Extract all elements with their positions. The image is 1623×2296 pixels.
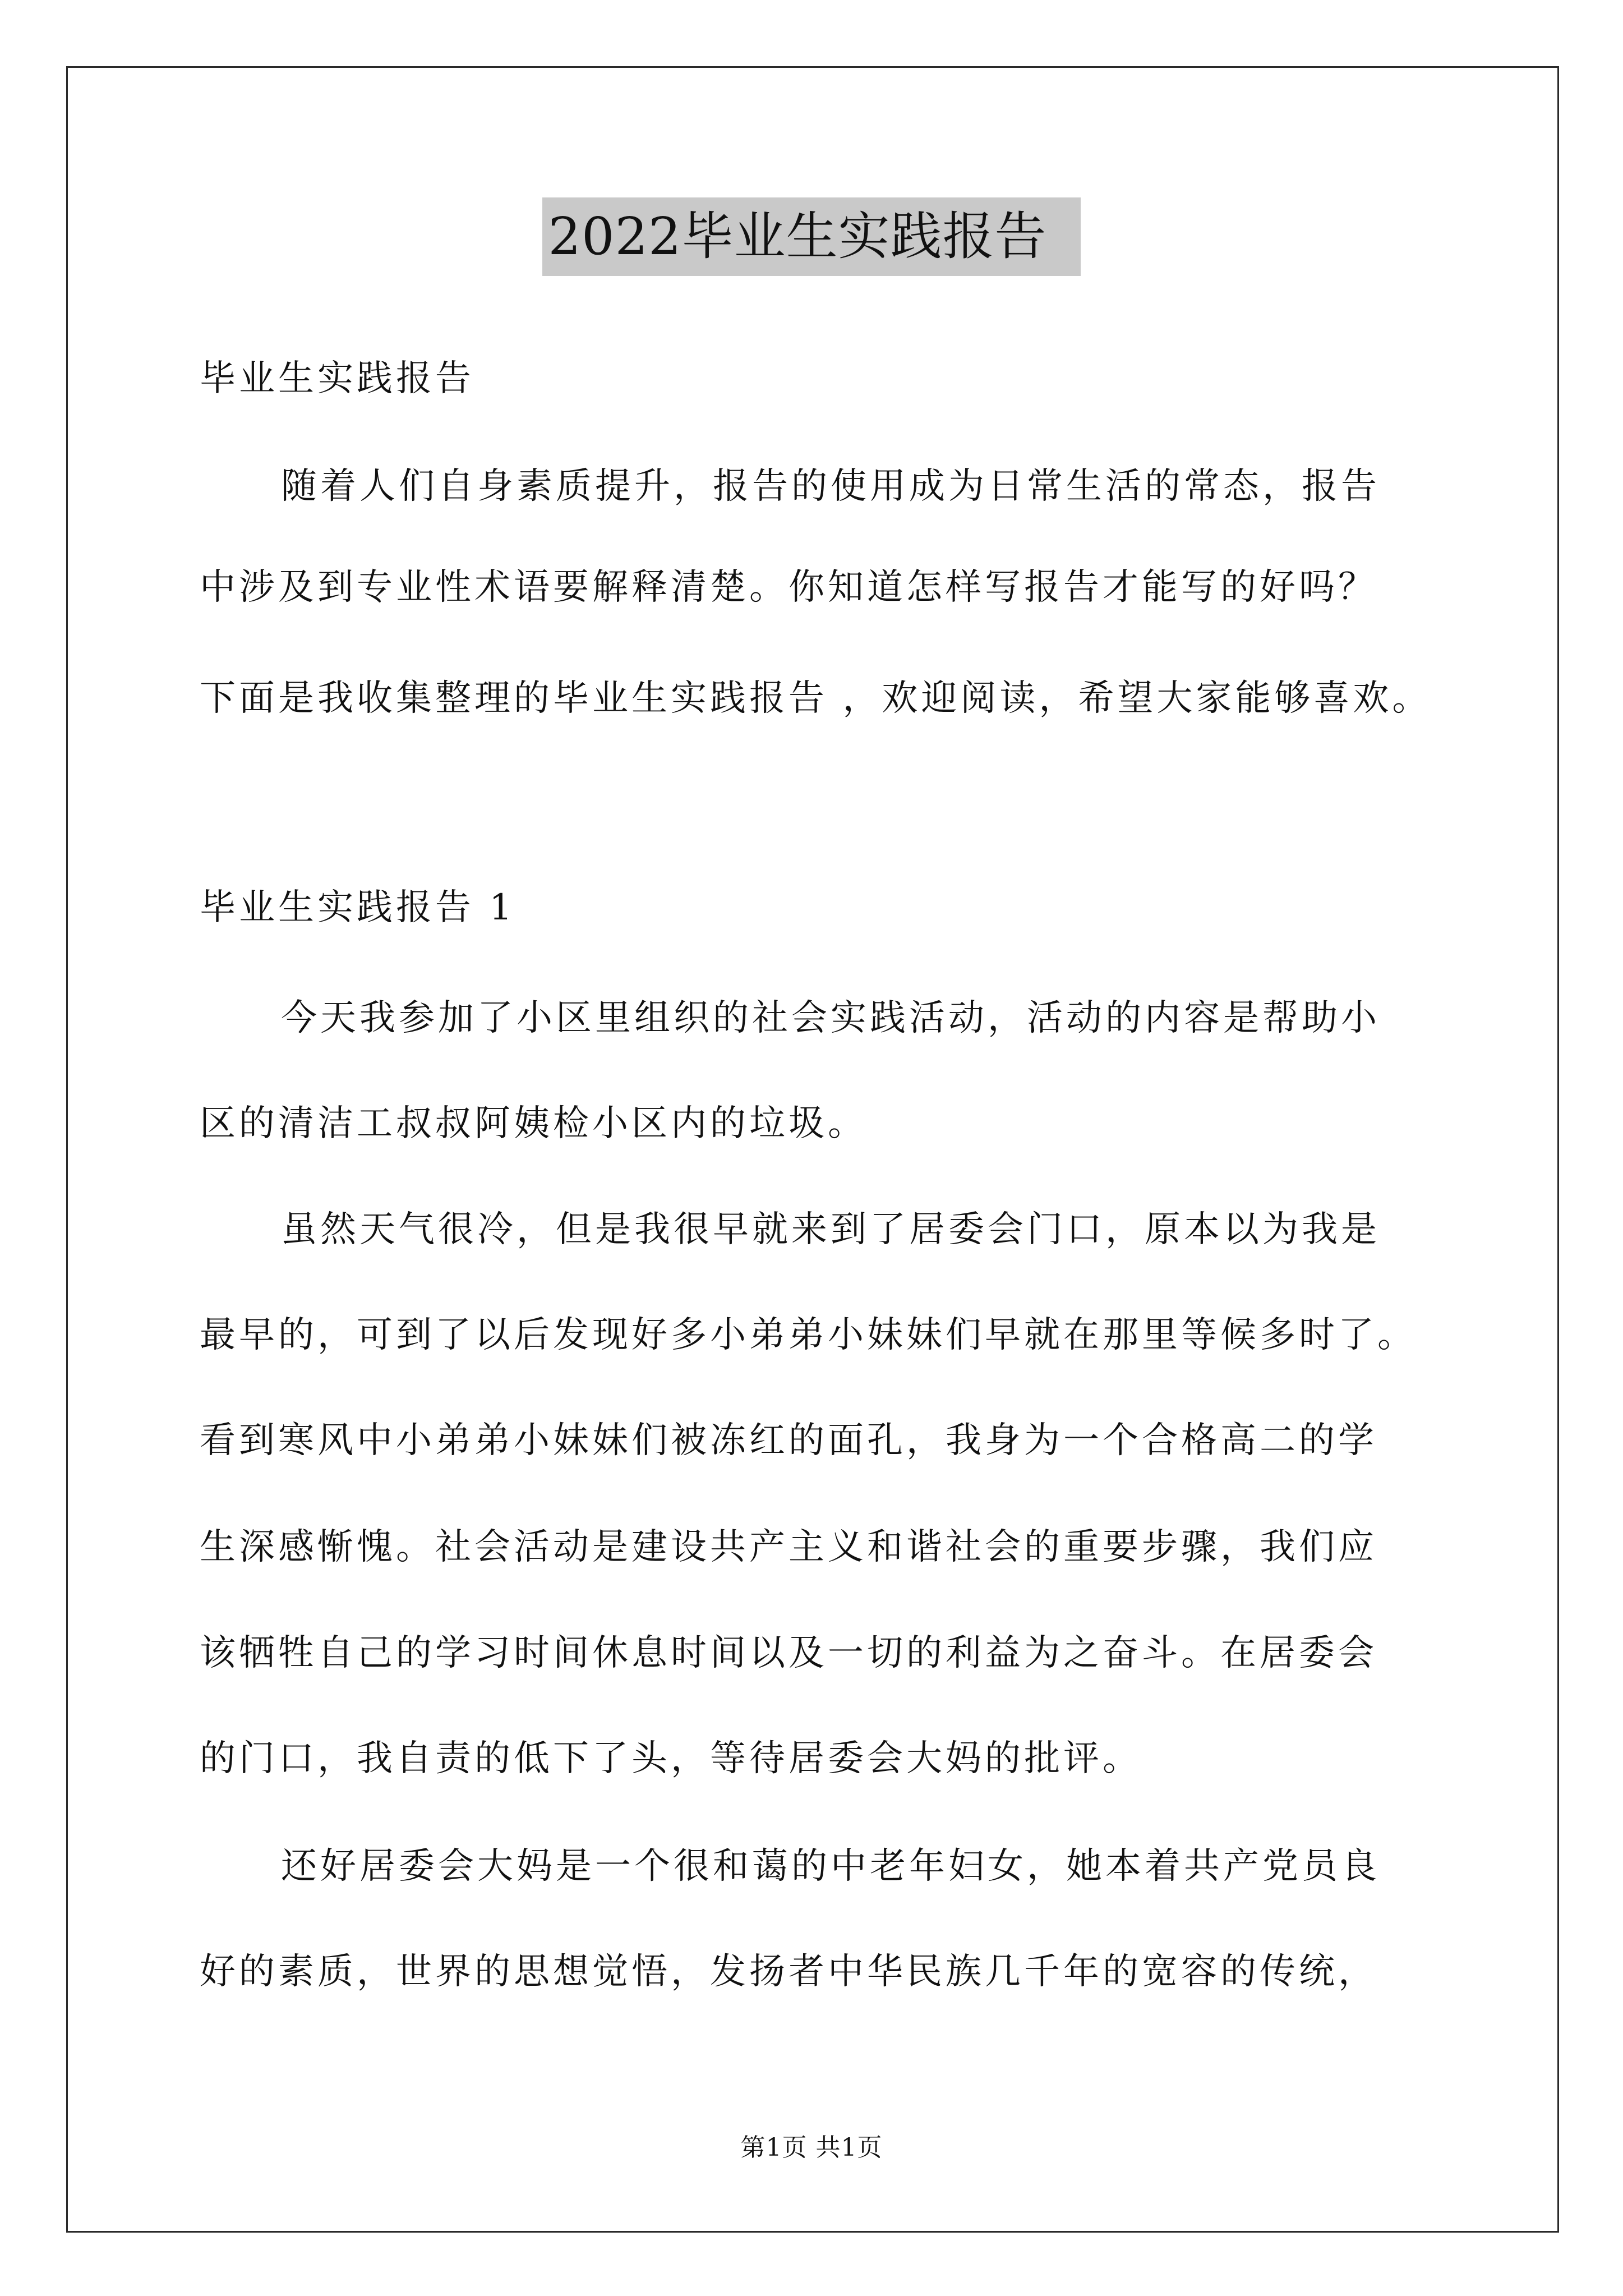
paragraph-line: 该牺牲自己的学习时间休息时间以及一切的利益为之奋斗。在居委会 bbox=[200, 1632, 1377, 1674]
paragraph-line: 还好居委会大妈是一个很和蔼的中老年妇女，她本着共产党员良 bbox=[281, 1846, 1380, 1887]
page-number-footer: 第1页 共1页 bbox=[740, 2133, 883, 2162]
document-title: 2022毕业生实践报告 bbox=[542, 197, 1080, 276]
section-heading: 毕业生实践报告 1 bbox=[200, 887, 516, 928]
paragraph-line: 看到寒风中小弟弟小妹妹们被冻红的面孔，我身为一个合格高二的学 bbox=[200, 1420, 1377, 1461]
paragraph-line: 好的素质，世界的思想觉悟，发扬者中华民族几千年的宽容的传统， bbox=[200, 1951, 1377, 1993]
subtitle-line: 毕业生实践报告 bbox=[200, 358, 474, 399]
paragraph-line: 随着人们自身素质提升，报告的使用成为日常生活的常态，报告 bbox=[281, 466, 1380, 507]
paragraph-line: 最早的，可到了以后发现好多小弟弟小妹妹们早就在那里等候多时了。 bbox=[200, 1314, 1417, 1356]
paragraph-line: 中涉及到专业性术语要解释清楚。你知道怎样写报告才能写的好吗？ bbox=[200, 567, 1377, 608]
paragraph-line: 虽然天气很冷，但是我很早就来到了居委会门口，原本以为我是 bbox=[281, 1209, 1380, 1250]
paragraph-line: 生深感惭愧。社会活动是建设共产主义和谐社会的重要步骤，我们应 bbox=[200, 1526, 1377, 1568]
paragraph-line: 的门口，我自责的低下了头，等待居委会大妈的批评。 bbox=[200, 1738, 1142, 1779]
title-container bbox=[0, 197, 1623, 276]
paragraph-line: 区的清洁工叔叔阿姨检小区内的垃圾。 bbox=[200, 1103, 867, 1144]
paragraph-line: 今天我参加了小区里组织的社会实践活动，活动的内容是帮助小 bbox=[281, 997, 1380, 1039]
paragraph-line: 下面是我收集整理的毕业生实践报告 ，欢迎阅读，希望大家能够喜欢。 bbox=[200, 678, 1432, 719]
